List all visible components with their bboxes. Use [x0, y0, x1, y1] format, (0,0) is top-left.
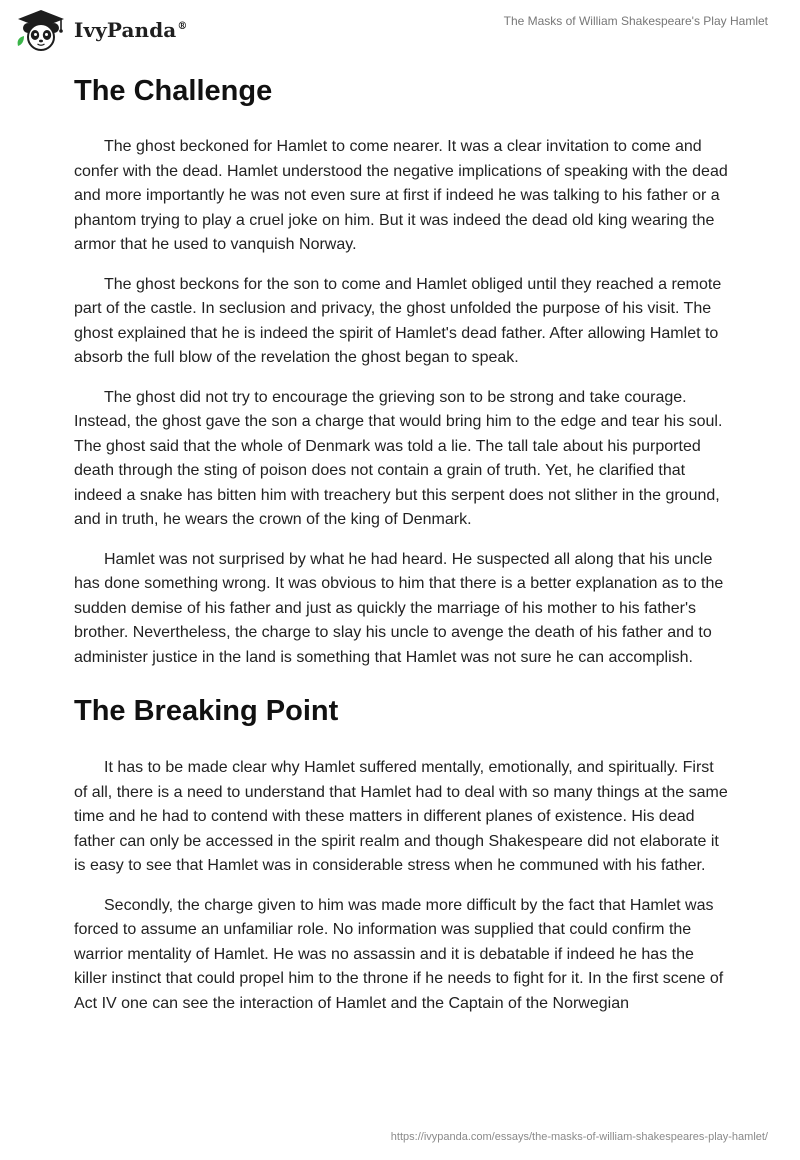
source-url-link[interactable]: https://ivypanda.com/essays/the-masks-of-william-shakespeares-play-hamlet/	[390, 1131, 768, 1143]
page-header	[0, 0, 800, 60]
ivypanda-logo[interactable]	[14, 8, 187, 52]
section-heading: The Challenge	[74, 75, 273, 107]
registered-mark: ®	[177, 21, 188, 33]
panda-graduation-cap-icon	[14, 8, 68, 52]
essay-content	[74, 72, 730, 1031]
logo-name: IvyPanda	[74, 18, 177, 42]
logo-wordmark	[74, 18, 187, 42]
paragraph: The ghost beckoned for Hamlet to come nearer. It was a clear invitation to come and confer with the dead. Hamlet understood the negative implications of speaking with the dead and more importantly he was not even sure at first if indeed he was talking to his father or a phantom trying to play a cruel joke on him. But it was indeed the dead old king wearing the armor that he used to vanquish Norway.	[74, 138, 728, 253]
paragraph: Secondly, the charge given to him was made more difficult by the fact that Hamlet was forced to assume an unfamiliar role. No information was supplied that could confirm the warrior mentality of Hamlet. He was no assassin and it is debatable if indeed he has the killer instinct that could propel him to the throne if he needs to fight for it. In the first scene of Act IV one can see the interaction of Hamlet and the Captain of the Norwegian	[74, 896, 724, 1012]
paragraph: The ghost did not try to encourage the grieving son to be strong and take courage. Instead, the ghost gave the son a charge that would bring him to the edge and tear his soul. The ghost said that the whole of Denmark was told a lie. The tall tale about his purported death through the sting of poison does not contain a grain of truth. Yet, he clarified that indeed a snake has bitten him with treachery but this serpent does not slither in the ground, and in truth, he wears the crown of the king of Denmark.	[74, 388, 723, 528]
document-title: The Masks of William Shakespeare's Play Hamlet	[503, 14, 768, 28]
paragraph: Hamlet was not surprised by what he had heard. He suspected all along that his uncle has done something wrong. It was obvious to him that there is a better explanation as to the sudden demise of his father and just as quickly the marriage of his mother to his father's brother. Nevertheless, the charge to slay his uncle to avenge the death of his father and to administer justice in the land is something that Hamlet was not sure he can accomplish.	[74, 550, 724, 666]
section-heading: The Breaking Point	[74, 695, 339, 727]
paragraph: The ghost beckons for the son to come and Hamlet obliged until they reached a remote part of the castle. In seclusion and privacy, the ghost unfolded the purpose of his visit. The ghost explained that he is indeed the spirit of Hamlet's dead father. After allowing Hamlet to absorb the full blow of the revelation the ghost began to speak.	[74, 275, 722, 366]
paragraph: It has to be made clear why Hamlet suffered mentally, emotionally, and spiritually. First of all, there is a need to understand that Hamlet had to deal with so many things at the same time and he had to contend with these matters in different planes of existence. His dead father can only be accessed in the spirit realm and though Shakespeare did not elaborate it is easy to see that Hamlet was in considerable stress when he communed with his father.	[74, 759, 728, 874]
